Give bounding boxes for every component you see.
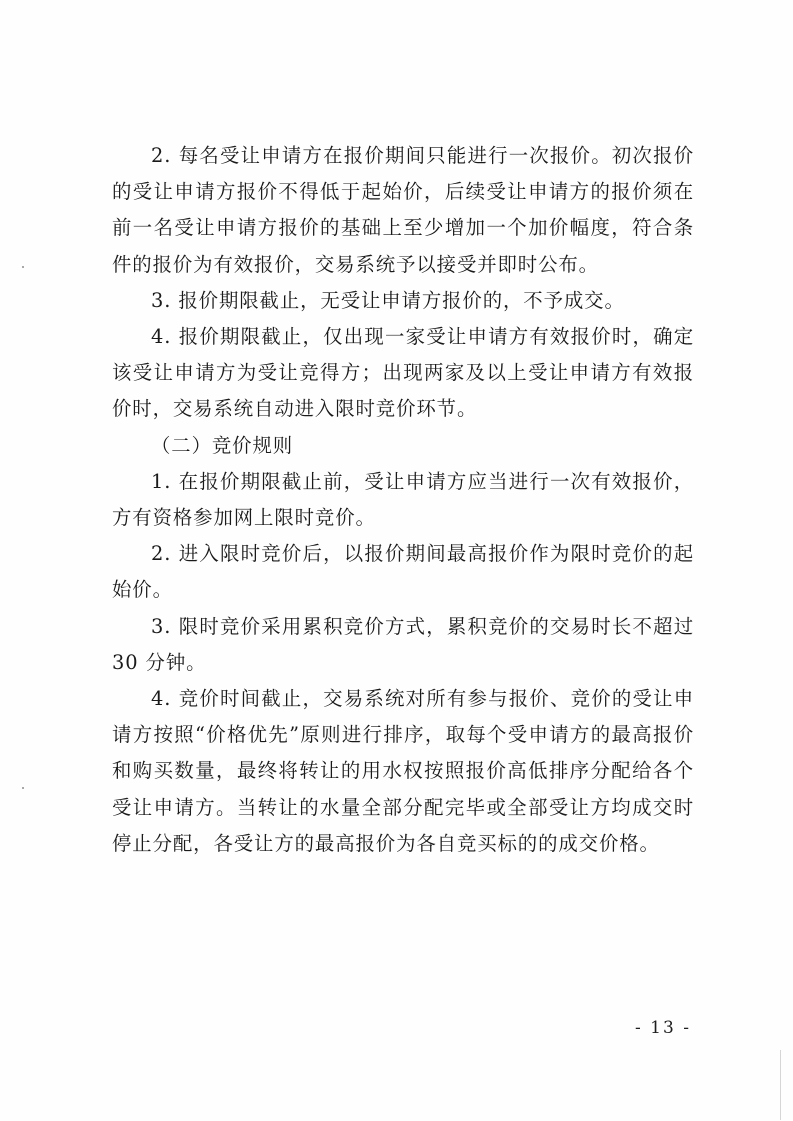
document-body	[112, 138, 694, 862]
paragraph-no-bid: 3. 报价期限截止，无受让申请方报价的，不予成交。	[151, 288, 625, 312]
scan-speck	[22, 266, 24, 268]
page-number: - 13 -	[635, 1018, 691, 1038]
paragraph-start-price: 2. 进入限时竞价后，以报价期间最高报价作为限时竞价的起始价。	[112, 542, 694, 602]
paragraph-bid-once: 2. 每名受让申请方在报价期间只能进行一次报价。初次报价的受让申请方报价不得低于起始价，后续受让申请方的报价须在前一名受让申请方报价的基础上至少增加一个加价幅度，符合条件的报价为有效报价，交易系统予以接受并即时公布。	[112, 144, 694, 276]
paragraph-cumulative-bidding: 3. 限时竞价采用累积竞价方式，累积竞价的交易时长不超过 30 分钟。	[112, 614, 694, 674]
scan-speck	[22, 787, 24, 789]
scan-edge-line	[780, 1050, 781, 1120]
paragraph-single-bidder: 4. 报价期限截止，仅出现一家受让申请方有效报价时，确定该受让申请方为受让竞得方；出现两家及以上受让申请方有效报价时，交易系统自动进入限时竞价环节。	[112, 325, 694, 421]
paragraph-valid-bid-required: 1. 在报价期限截止前，受让申请方应当进行一次有效报价，方有资格参加网上限时竞价。	[112, 469, 694, 530]
section-heading-bidding-rules: （二）竞价规则	[151, 433, 294, 457]
paragraph-ranking-allocation: 4. 竞价时间截止，交易系统对所有参与报价、竞价的受让申请方按照“价格优先”原则进行排序，取每个受申请方的最高报价和购买数量，最终将转让的用水权按照报价高低排序分配给各个受让申请方。当转让的水量全部分配完毕或全部受让方均成交时停止分配，各受让方的最高报价为各自竞买标的的成交价格。	[112, 687, 694, 855]
